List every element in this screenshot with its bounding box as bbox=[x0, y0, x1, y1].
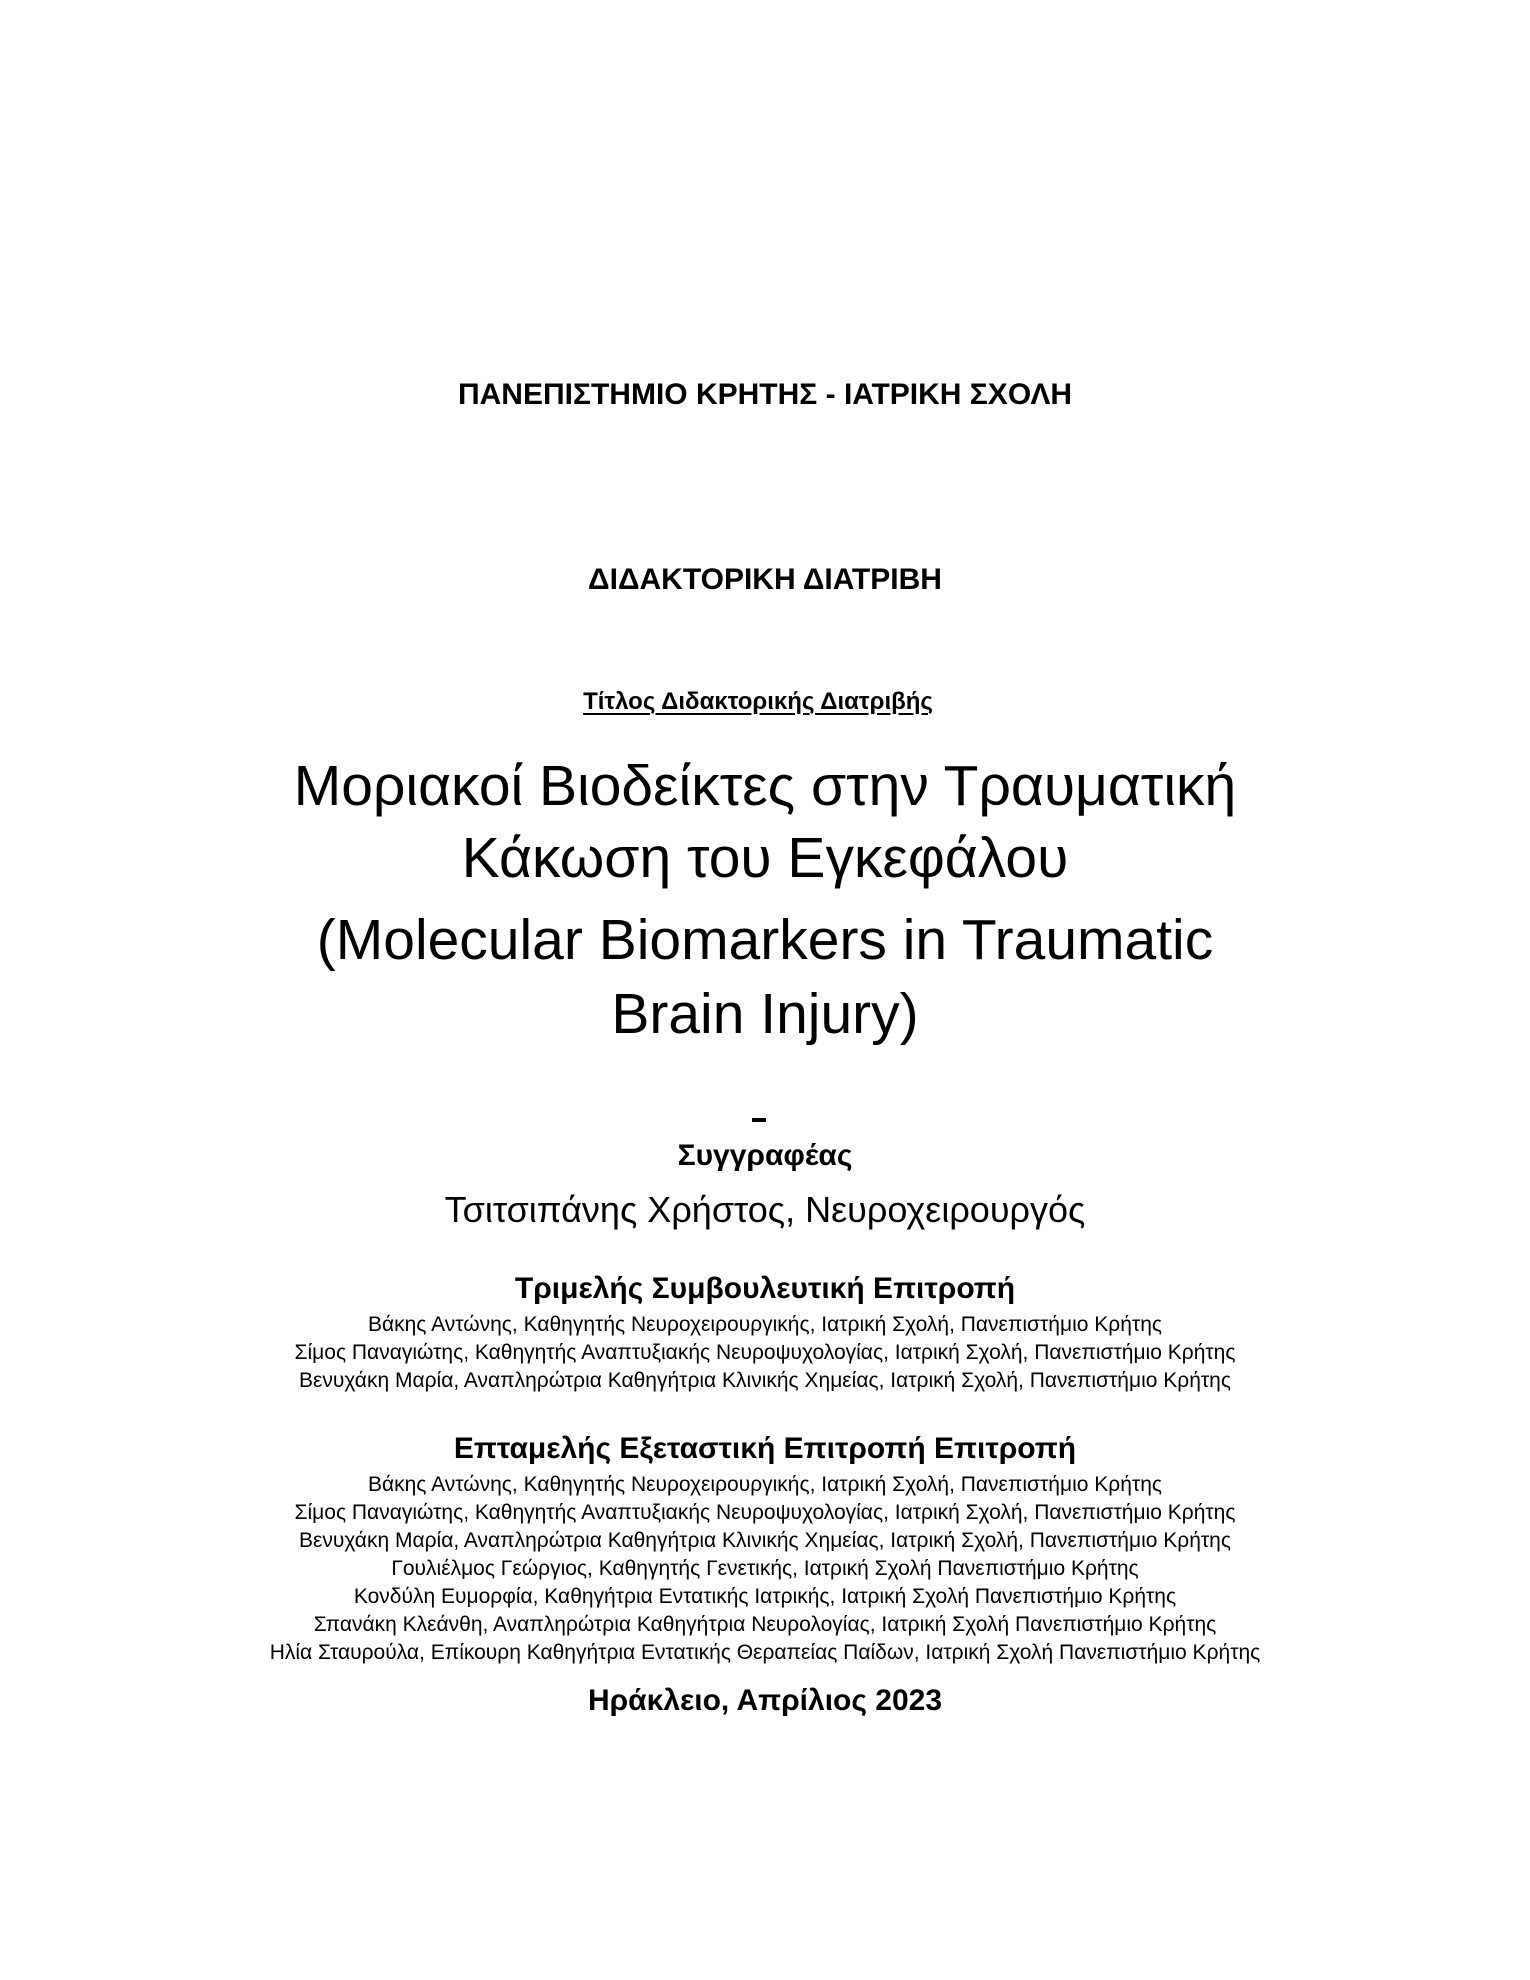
examination-committee-title: Επταμελής Εξεταστική Επιτροπή Επιτροπή bbox=[453, 1432, 1077, 1465]
examination-member: Γουλιέλμος Γεώργιος, Καθηγητής Γενετικής, Ιατρική Σχολή Πανεπιστήμιο Κρήτης bbox=[391, 1557, 1139, 1580]
advisory-member: Σίμος Παναγιώτης, Καθηγητής Αναπτυξιακής Νευροψυχολογίας, Ιατρική Σχολή, Πανεπιστήμιο Κρήτης bbox=[294, 1341, 1236, 1364]
main-title-line-2: Κάκωση του Εγκεφάλου bbox=[461, 826, 1069, 890]
advisory-member: Βάκης Αντώνης, Καθηγητής Νευροχειρουργικής, Ιατρική Σχολή, Πανεπιστήμιο Κρήτης bbox=[367, 1313, 1162, 1336]
author-label: Συγγραφέας bbox=[677, 1139, 853, 1172]
examination-member: Σίμος Παναγιώτης, Καθηγητής Αναπτυξιακής Νευροψυχολογίας, Ιατρική Σχολή, Πανεπιστήμιο Κρήτης bbox=[294, 1501, 1236, 1524]
main-title-line-4: Brain Injury) bbox=[611, 982, 919, 1046]
main-title-line-1: Μοριακοί Βιοδείκτες στην Τραυματική bbox=[293, 754, 1237, 818]
author-name: Τσιτσιπάνης Χρήστος, Νευροχειρουργός bbox=[444, 1189, 1086, 1230]
document-type: ΔΙΔΑΚΤΟΡΙΚΗ ΔΙΑΤΡΙΒΗ bbox=[588, 563, 942, 596]
title-caption-text: Τίτλος Διδακτορικής Διατριβής bbox=[583, 688, 933, 715]
examination-member: Βάκης Αντώνης, Καθηγητής Νευροχειρουργικής, Ιατρική Σχολή, Πανεπιστήμιο Κρήτης bbox=[367, 1473, 1162, 1496]
title-caption bbox=[0, 686, 1530, 718]
examination-member: Κονδύλη Ευμορφία, Καθηγήτρια Εντατικής Ιατρικής, Ιατρική Σχολή Πανεπιστήμιο Κρήτης bbox=[353, 1585, 1177, 1608]
main-title-line-3: (Molecular Biomarkers in Traumatic bbox=[316, 908, 1214, 972]
examination-member: Ηλία Σταυρούλα, Επίκουρη Καθηγήτρια Εντατικής Θεραπείας Παίδων, Ιατρική Σχολή Πανεπιστήμιο Κρήτης bbox=[269, 1641, 1261, 1664]
place-date: Ηράκλειο, Απρίλιος 2023 bbox=[587, 1684, 943, 1717]
advisory-committee-title: Τριμελής Συμβουλευτική Επιτροπή bbox=[514, 1272, 1016, 1305]
advisory-member: Βενυχάκη Μαρία, Αναπληρώτρια Καθηγήτρια Κλινικής Χημείας, Ιατρική Σχολή, Πανεπιστήμιο Κρήτης bbox=[299, 1369, 1231, 1392]
university-heading: ΠΑΝΕΠΙΣΤΗΜΙΟ ΚΡΗΤΗΣ - ΙΑΤΡΙΚΗ ΣΧΟΛΗ bbox=[457, 378, 1073, 411]
dash-mark bbox=[752, 1118, 766, 1122]
examination-member: Βενυχάκη Μαρία, Αναπληρώτρια Καθηγήτρια Κλινικής Χημείας, Ιατρική Σχολή, Πανεπιστήμιο Κρήτης bbox=[299, 1529, 1231, 1552]
examination-member: Σπανάκη Κλεάνθη, Αναπληρώτρια Καθηγήτρια Νευρολογίας, Ιατρική Σχολή Πανεπιστήμιο Κρήτης bbox=[313, 1613, 1217, 1636]
